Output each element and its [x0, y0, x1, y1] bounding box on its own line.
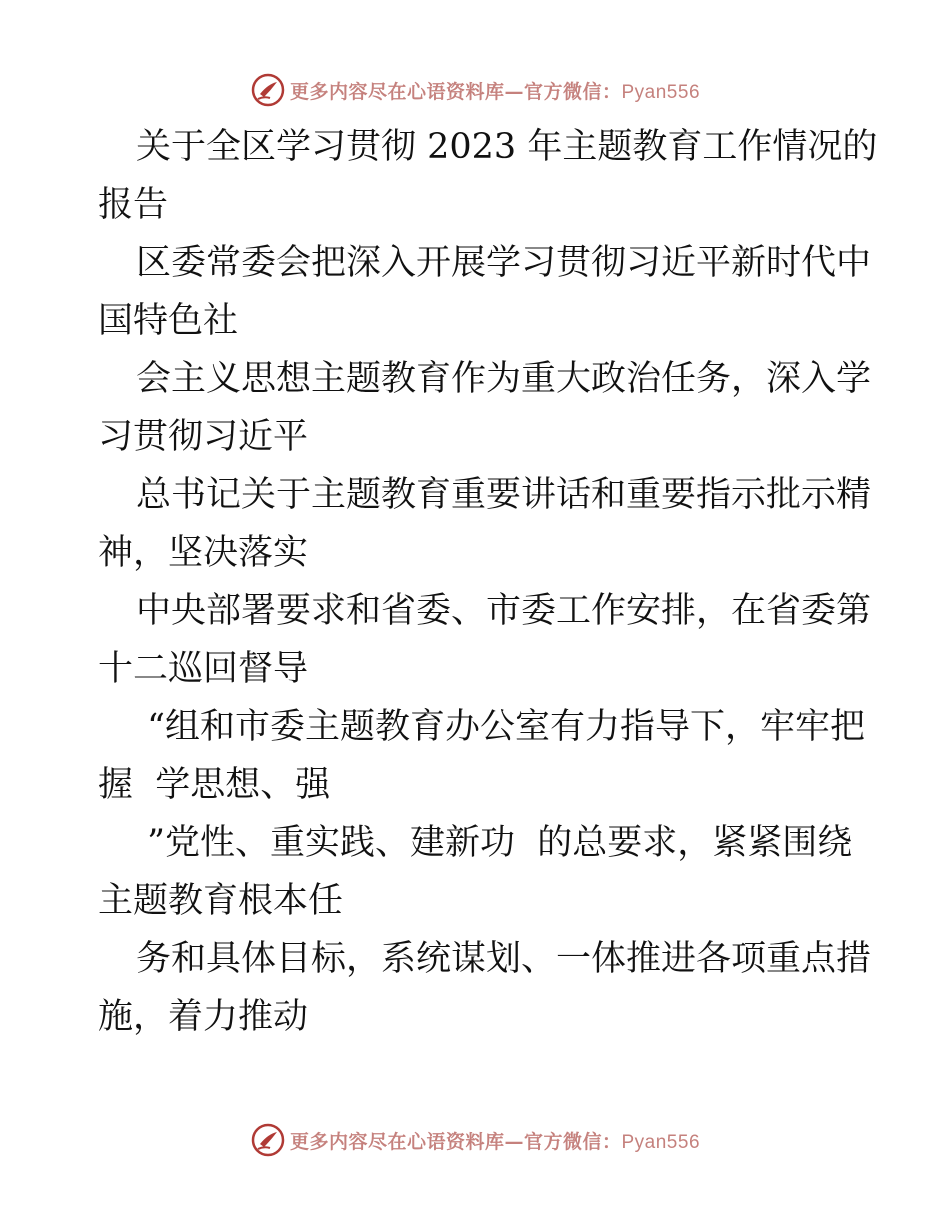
body-line: 主题教育根本任: [98, 881, 344, 921]
header-watermark: [0, 70, 950, 110]
body-line: 施，着力推动: [98, 997, 309, 1037]
document-body: [98, 118, 878, 1046]
watermark-text: 更多内容尽在心语资料库—官方微信：Pyan556: [289, 80, 701, 103]
body-line: 会主义思想主题教育作为重大政治任务，深入学: [136, 359, 872, 399]
footer-watermark: [0, 1120, 950, 1160]
book-logo-icon: [250, 72, 286, 108]
body-line: 握 学思想、强: [98, 765, 331, 805]
watermark-text: 更多内容尽在心语资料库—官方微信：Pyan556: [289, 1130, 701, 1153]
body-line: 总书记关于主题教育重要讲话和重要指示批示精: [136, 475, 872, 515]
body-line: 务和具体目标，系统谋划、一体推进各项重点措: [136, 939, 872, 979]
body-line: 区委常委会把深入开展学习贯彻习近平新时代中: [136, 243, 872, 283]
book-logo-icon: [250, 1122, 286, 1158]
body-line: 神，坚决落实: [98, 533, 309, 573]
body-line: 习贯彻习近平: [98, 417, 309, 457]
body-line: 国特色社: [98, 301, 239, 341]
body-line: 报告: [98, 185, 169, 225]
body-line: ”党性、重实践、建新功 的总要求，紧紧围绕: [136, 823, 853, 863]
body-line: “组和市委主题教育办公室有力指导下，牢牢把: [136, 707, 866, 747]
body-line: 关于全区学习贯彻 2023 年主题教育工作情况的: [136, 127, 878, 167]
body-line: 中央部署要求和省委、市委工作安排，在省委第: [136, 591, 872, 631]
body-line: 十二巡回督导: [98, 649, 309, 689]
